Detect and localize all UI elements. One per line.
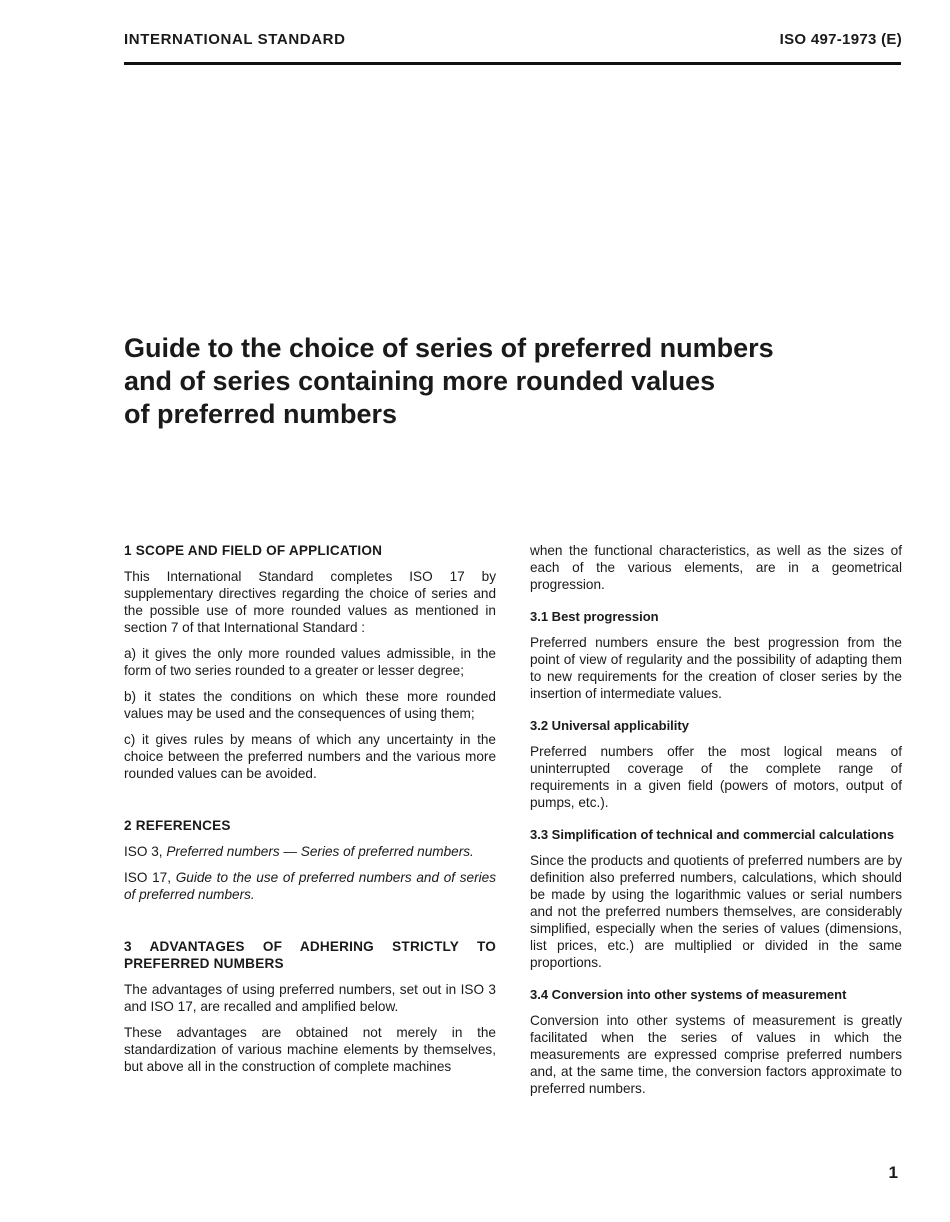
subsection-3-4-text: Conversion into other systems of measurement is greatly facilitated when the series of values in which the measurements are expressed comprise preferred numbers and, at the same time, the conversion factors approximate to preferred numbers. [530,1013,902,1096]
standard-number: ISO 497-1973 (E) [779,31,902,48]
section-3-paragraph-continued: when the functional characteristics, as well as the sizes of each of the various elements, are in a geometrical progression. [530,543,902,592]
subsection-3-2-text: Preferred numbers offer the most logical means of uninterrupted coverage of the complete range of requirements in a given field (powers of motors, output of pumps, etc.). [530,744,902,810]
title-line: of preferred numbers [124,399,398,429]
reference-title: Guide to the use of preferred numbers and of series of preferred numbers. [124,870,496,902]
subsection-3-3-heading: 3.3 Simplification of technical and commercial calculations [530,827,895,842]
subsection-3-2-heading: 3.2 Universal applicability [530,718,689,733]
subsection-3-3-text: Since the products and quotients of preferred numbers are by definition also preferred numbers, calculations, which should be made by using the logarithmic values or serial numbers and not the preferred numbers themselves, are considerably simplified, especially when the series of values (dimensions, list prices, etc.) are multiplied or divided in the same proportions. [530,853,902,970]
section-1-intro: This International Standard completes ISO 17 by supplementary directives regarding the choice of series and the possible use of more rounded values as mentioned in section 7 of that International Standard : [124,569,496,635]
reference-title: Preferred numbers — Series of preferred numbers. [166,844,474,859]
title-line: and of series containing more rounded values [124,366,716,396]
section-3-heading: 3 ADVANTAGES OF ADHERING STRICTLY TO PREFERRED NUMBERS [124,939,496,971]
section-3-paragraph: These advantages are obtained not merely in the standardization of various machine elements by themselves, but above all in the construction of complete machines [124,1025,496,1074]
document-type-label: INTERNATIONAL STANDARD [124,31,346,48]
list-item: b) it states the conditions on which these more rounded values may be used and the consequences of using them; [124,689,496,721]
subsection-3-1-text: Preferred numbers ensure the best progression from the point of view of regularity and the possibility of adapting them to new requirements for the creation of closer series by the insertion of intermediate values. [530,635,902,701]
section-2-heading: 2 REFERENCES [124,818,231,833]
reference-code: ISO 17, [124,870,176,885]
reference-iso-3 [124,843,496,860]
list-item: a) it gives the only more rounded values admissible, in the form of two series rounded to a greater or lesser degree; [124,646,496,678]
reference-code: ISO 3, [124,844,167,859]
page-number: 1 [888,1163,898,1182]
subsection-3-4-heading: 3.4 Conversion into other systems of measurement [530,987,847,1002]
section-1-heading: 1 SCOPE AND FIELD OF APPLICATION [124,543,383,558]
section-3-paragraph: The advantages of using preferred numbers, set out in ISO 3 and ISO 17, are recalled and amplified below. [124,982,496,1014]
right-column [530,542,902,1106]
subsection-3-1-heading: 3.1 Best progression [530,609,659,624]
reference-iso-17 [124,869,496,903]
title-line: Guide to the choice of series of preferred numbers [124,333,774,363]
header-divider [124,62,901,65]
document-title [124,332,824,431]
list-item: c) it gives rules by means of which any uncertainty in the choice between the preferred numbers and the various more rounded values can be avoided. [124,732,496,781]
left-column [124,542,496,1084]
